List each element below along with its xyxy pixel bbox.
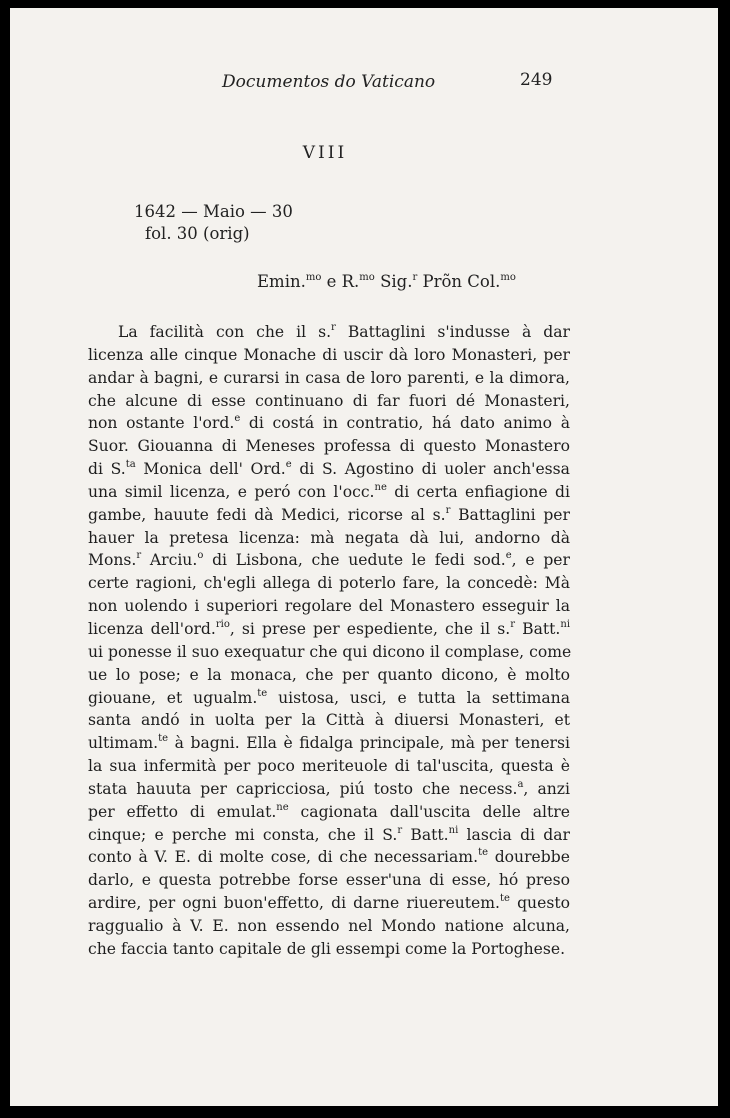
running-head	[10, 72, 718, 96]
text-line: certe ragioni, ch'egli allega di poterlo fare, la concedè: Mà	[88, 574, 570, 593]
document-number: VIII	[302, 143, 348, 163]
text-line: gambe, hauute fedi dà Medici, ricorse al s.$^r$ Battaglini per	[88, 504, 570, 524]
text-line: stata hauuta per capricciosa, piú tosto che necess.$^a$, anzi	[88, 778, 570, 798]
page-number: 249	[520, 70, 553, 90]
text-line: ardire, per ogni buon'effetto, di darne riuereutem.$^{te}$ questo	[88, 893, 570, 913]
date-line: 1642 — Maio — 30	[134, 202, 293, 221]
text-line: giouane, et ugualm.$^{te}$ uistosa, usci, e tutta la settimana	[88, 687, 570, 707]
text-line: cinque; e perche mi consta, che il S.$^r$ Batt.$^{ni}$ lascia di dar	[88, 824, 571, 844]
text-line: non ostante l'ord.$^e$ di costá in contratio, há dato animo à	[88, 413, 570, 433]
folio-line: fol. 30 (orig)	[145, 224, 250, 243]
text-line: conto à V. E. di molte cose, di che necessariam.$^{te}$ dourebbe	[88, 847, 570, 867]
text-line: che alcune di esse continuano di far fuori dé Monasteri,	[88, 391, 570, 410]
text-line: La facilità con che il s.$^r$ Battaglini s'indusse à dar	[118, 322, 570, 341]
text-line: andar à bagni, e curarsi in casa de loro parenti, e la dimora,	[88, 368, 570, 387]
text-line: ultimam.$^{te}$ à bagni. Ella è fidalga principale, mà per tenersi	[88, 733, 570, 753]
text-line: di S.$^{ta}$ Monica dell' Ord.$^e$ di S. Agostino di uoler anch'essa	[88, 459, 570, 479]
salutation: Emin.$^{mo}$ e R.$^{mo}$ Sig.$^r$ Prõn Col.$^{mo}$	[257, 272, 516, 291]
text-line: raggualio à V. E. non essendo nel Mondo natione alcuna,	[88, 916, 570, 935]
text-line: ui ponesse il suo exequatur che qui dicono il complase, come	[88, 642, 572, 661]
text-line: Suor. Giouanna di Meneses professa di questo Monastero	[88, 437, 570, 456]
text-line: hauer la pretesa licenza: mà negata dà lui, andorno dà	[88, 528, 570, 547]
book-page	[10, 8, 718, 1106]
text-line: santa andó in uolta per la Città à diuersi Monasteri, et	[88, 711, 570, 730]
text-line: la sua infermità per poco meriteuole di tal'uscita, questa è	[88, 757, 570, 776]
text-line: licenza alle cinque Monache di uscir dà loro Monasteri, per	[88, 345, 570, 364]
text-line: che faccia tanto capitale de gli essempi come la Portoghese.	[88, 939, 566, 958]
text-line: ue lo pose; e la monaca, che per quanto dicono, è molto	[88, 665, 570, 684]
text-line: Mons.$^r$ Arciu.$^o$ di Lisbona, che uedute le fedi sod.$^e$, e per	[88, 550, 570, 570]
letter-body	[88, 321, 570, 961]
text-line: licenza dell'ord.$^{rio}$, si prese per espediente, che il s.$^r$ Batt.$^{ni}$	[88, 618, 571, 638]
date-block	[134, 201, 293, 245]
text-line: darlo, e questa potrebbe forse esser'una di esse, hó preso	[88, 871, 570, 890]
text-line: non uolendo i superiori regolare del Monastero esseguir la	[88, 597, 570, 616]
text-line: una simil licenza, e peró con l'occ.$^{ne}$ di certa enfiagione di	[88, 481, 570, 501]
text-line: per effetto di emulat.$^{ne}$ cagionata dall'uscita delle altre	[88, 801, 570, 821]
running-title: Documentos do Vaticano	[222, 72, 436, 92]
